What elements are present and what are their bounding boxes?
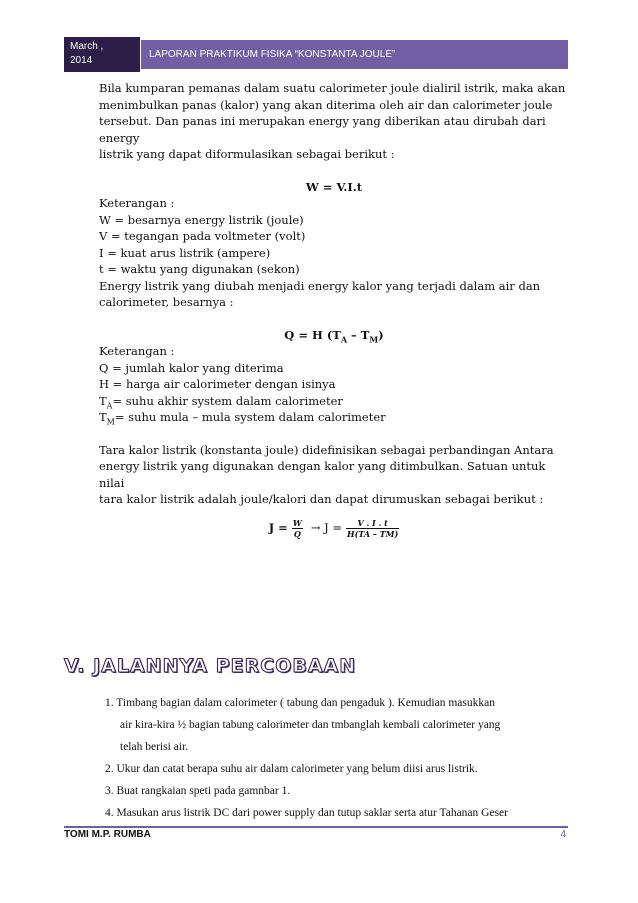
formula-joule: J = $\frac{W}{Q}$ → J = $\frac{V . I . t}{H(TA - TM)}$: [268, 517, 399, 539]
text-line: Tara kalor listrik (konstanta joule) didefinisikan sebagai perbandingan Antara: [99, 442, 554, 457]
header-title-bar: [141, 40, 568, 69]
list-item-continuation: telah berisi air.: [120, 741, 189, 753]
list-item-continuation: air kira-kira ½ bagian tabung calorimeter dan tmbanglah kembali calorimeter yang: [120, 719, 501, 731]
list-item: 1. Timbang bagian dalam calorimeter ( tabung dan pengaduk ). Kemudian masukkan: [105, 697, 495, 709]
procedure-list: [105, 692, 570, 824]
text-line: Bila kumparan pemanas dalam suatu calorimeter joule dialiril istrik, maka akan: [99, 81, 566, 95]
fraction-w-over-q: $\frac{W}{Q}$: [292, 517, 302, 539]
list-item: 4. Masukan arus listrik DC dari power supply dan tutup saklar serta atur Tahanan Geser: [105, 807, 508, 819]
text-line: Energy listrik yang diubah menjadi energy kalor yang terjadi dalam air dan: [99, 278, 541, 293]
header-date-box: [64, 37, 140, 72]
formula-heat: Q = H $(T_A - T_M)$: [284, 327, 384, 344]
header-title: LAPORAN PRAKTIKUM FISIKA “KONSTANTA JOULE”: [149, 49, 396, 60]
keterangan-label: Keterangan :: [99, 196, 175, 210]
main-content: [99, 80, 569, 539]
header-date-month: March ,: [70, 41, 104, 52]
page-number: 4: [560, 829, 566, 840]
legend-item: V = tegangan pada voltmeter (volt): [99, 229, 306, 243]
fraction-vit-over-h: $\frac{V . I . t}{H(TA - TM)}$: [347, 517, 399, 539]
keterangan-label: Keterangan :: [99, 344, 175, 358]
header-date-year: 2014: [70, 55, 93, 66]
legend-item: t = waktu yang digunakan (sekon): [99, 262, 300, 276]
text-line: calorimeter, besarnya :: [99, 295, 234, 309]
footer-divider: [64, 826, 568, 828]
legend-item: $T_A=$ suhu akhir system dalam calorimeter: [99, 393, 343, 410]
section-heading: V. JALANNYA PERCOBAAN: [64, 655, 357, 677]
text-line: menimbulkan panas (kalor) yang akan diterima oleh air dan calorimeter joule: [99, 97, 553, 112]
legend-item: $T_M=$ suhu mula – mula system dalam calorimeter: [99, 410, 386, 427]
list-item: 2. Ukur dan catat berapa suhu air dalam calorimeter yang belum diisi arus listrik.: [105, 763, 478, 775]
legend-item: W = besarnya energy listrik (joule): [99, 212, 304, 227]
text-line: listrik yang dapat diformulasikan sebagai berikut :: [99, 147, 395, 161]
text-line: tersebut. Dan panas ini merupakan energy yang diberikan atau dirubah dari energy: [99, 114, 546, 145]
footer-author: TOMI M.P. RUMBA: [64, 829, 151, 840]
paragraph-intro: [99, 80, 569, 163]
text-line: energy listrik yang digunakan dengan kalor yang ditimbulkan. Satuan untuk nilai: [99, 459, 546, 490]
legend-item: H = harga air calorimeter dengan isinya: [99, 377, 336, 391]
legend-item: Q = jumlah kalor yang diterima: [99, 360, 284, 375]
formula-energy: W = V.I.t: [305, 179, 363, 194]
list-item: 3. Buat rangkaian speti pada gamnbar 1.: [105, 785, 291, 797]
legend-item: I = kuat arus listrik (ampere): [99, 245, 271, 260]
text-line: tara kalor listrik adalah joule/kalori dan dapat dirumuskan sebagai berikut :: [99, 492, 544, 506]
